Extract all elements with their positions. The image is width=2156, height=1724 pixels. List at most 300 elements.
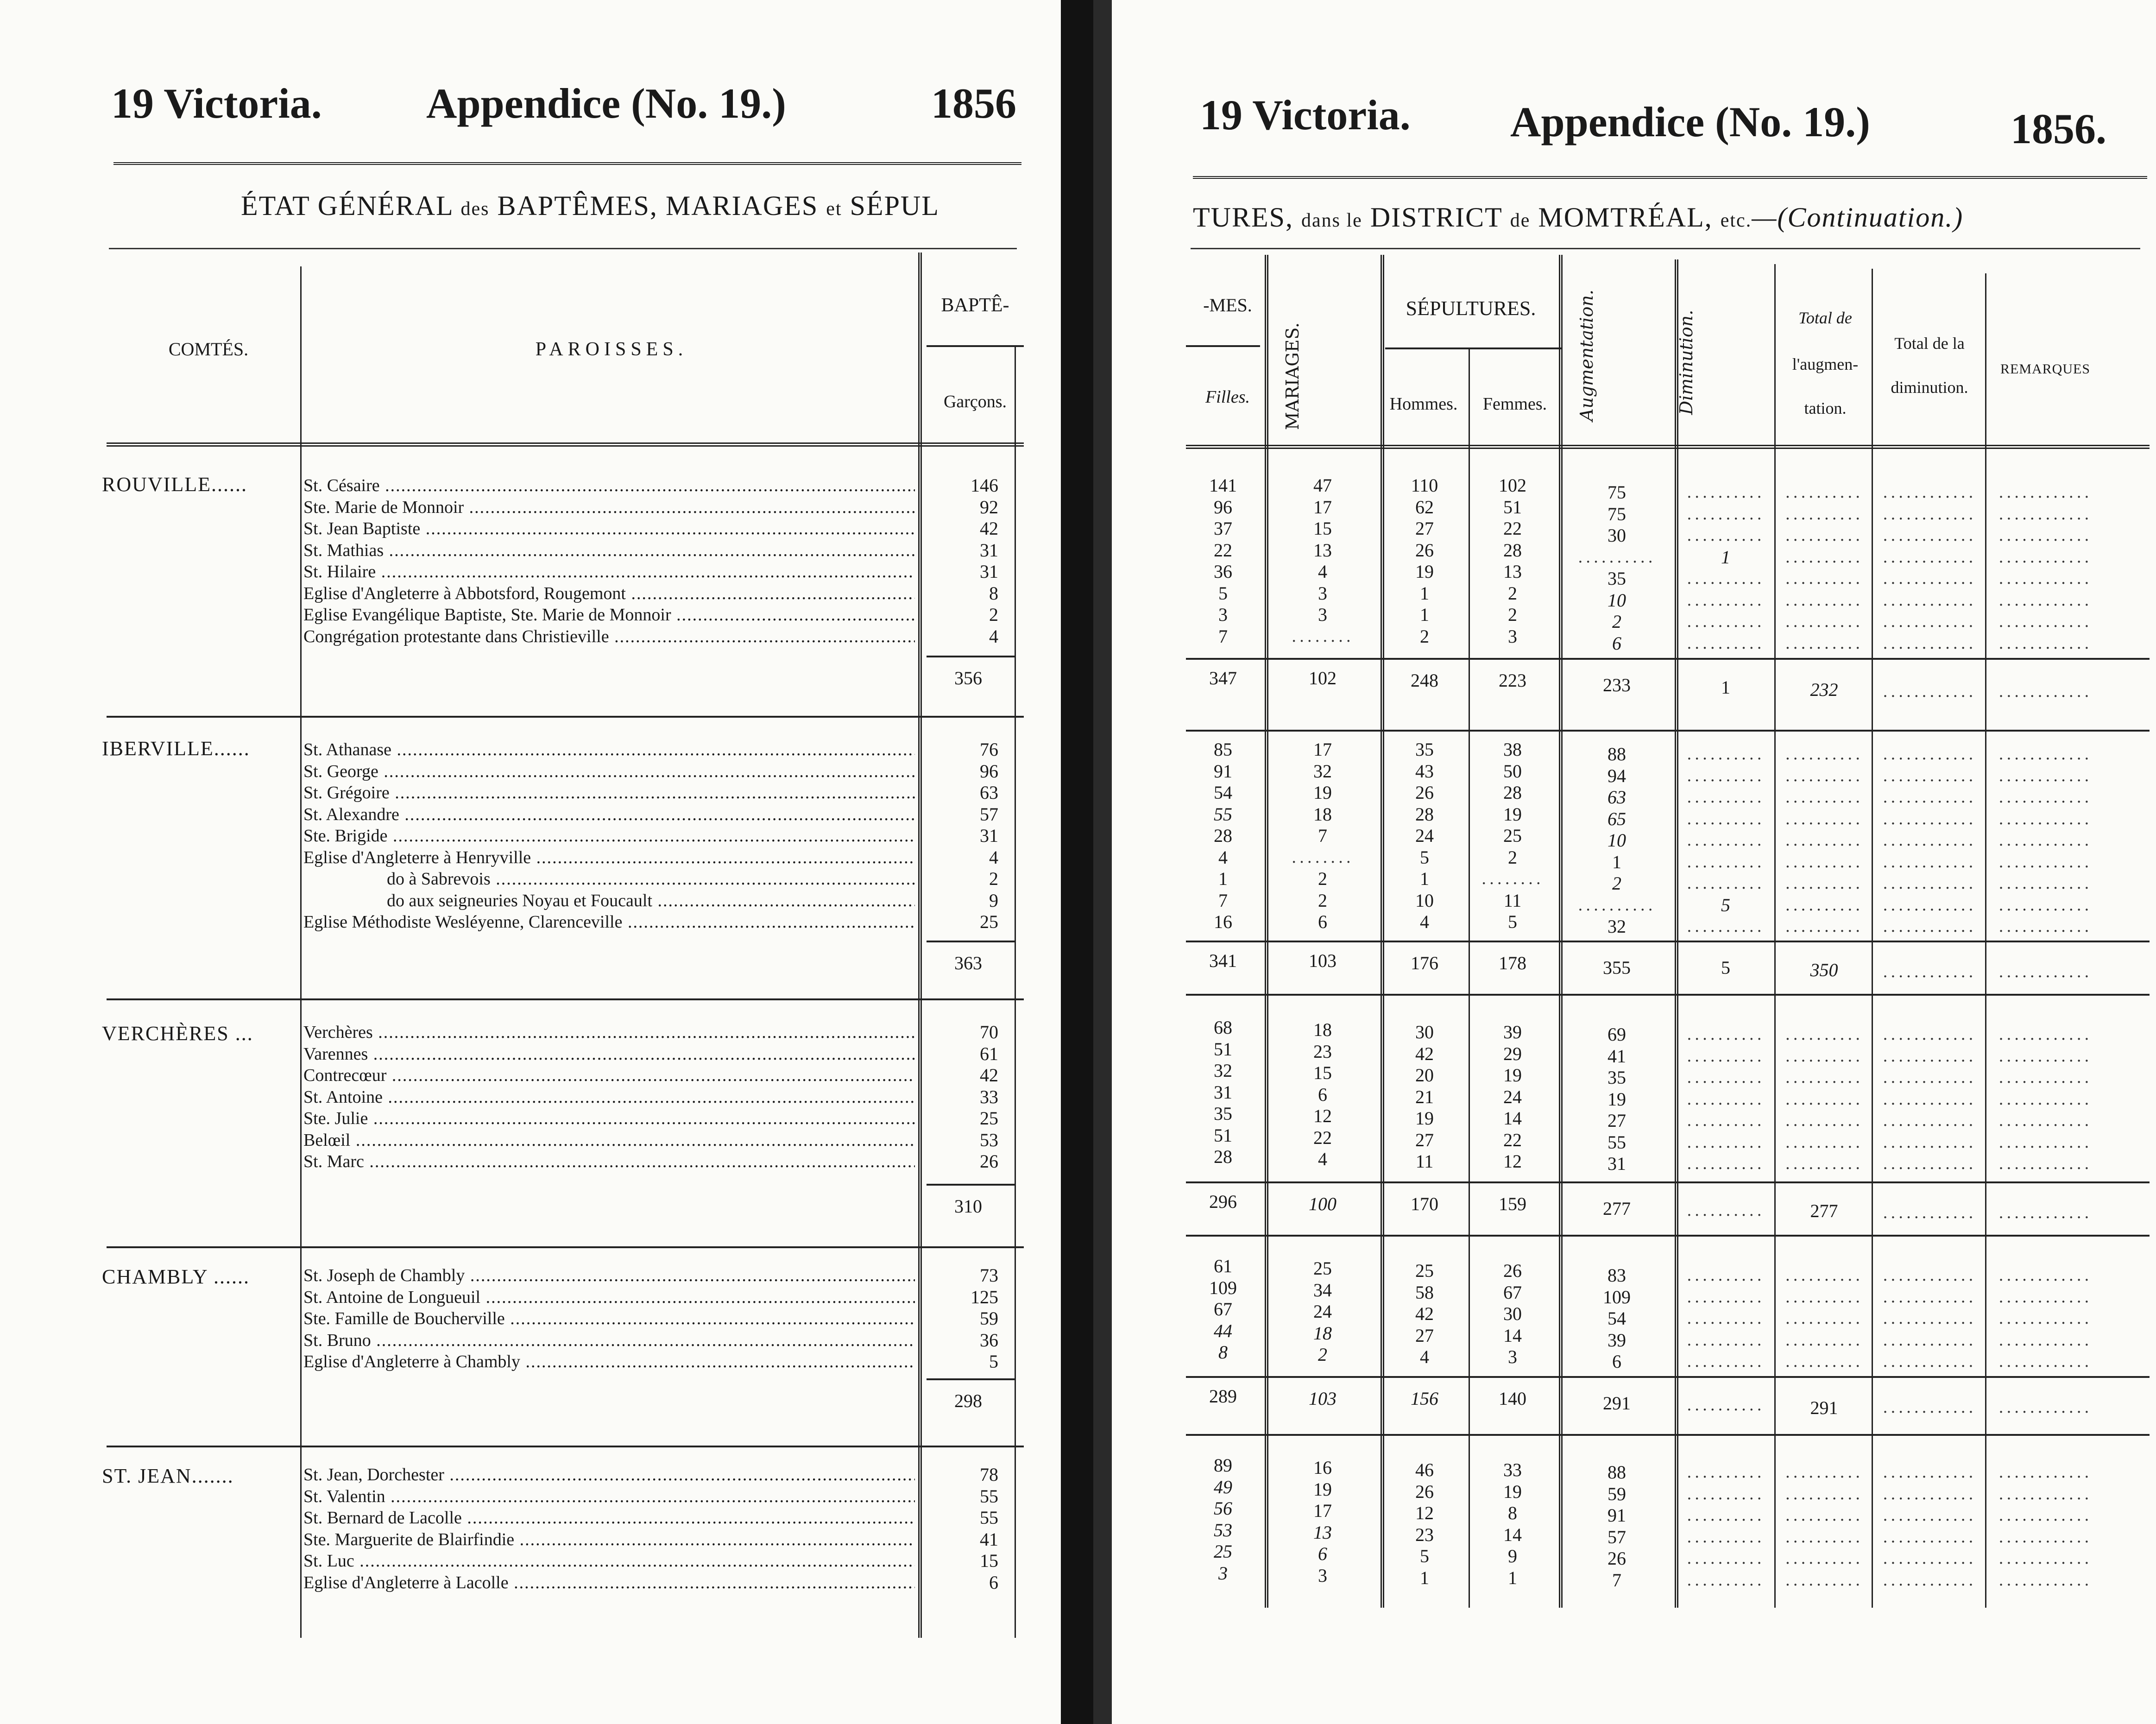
col-header-femmes: Femmes. bbox=[1482, 394, 1547, 414]
empty-cell-dots: ............ bbox=[1883, 483, 1976, 502]
left-total-rule-2 bbox=[927, 941, 1015, 942]
augmentation-total-chambly: 291 bbox=[1603, 1393, 1631, 1414]
femmes-cell: 29 bbox=[1503, 1043, 1522, 1064]
hommes-cell: 25 bbox=[1415, 1260, 1434, 1281]
remarques-col-vercheres bbox=[1992, 1024, 2099, 1175]
filles-cell: 3 bbox=[1218, 604, 1228, 625]
femmes-cell: 19 bbox=[1503, 803, 1522, 825]
empty-cell-dots: ............ bbox=[1998, 548, 2092, 567]
empty-cell-dots: ............ bbox=[1998, 1266, 2092, 1285]
total-aug-vercheres: 277 bbox=[1810, 1200, 1838, 1221]
total-aug-col-chambly bbox=[1781, 1265, 1867, 1373]
col-header-filles: Filles. bbox=[1205, 387, 1250, 407]
diminution-total-iberville: 5 bbox=[1721, 957, 1730, 978]
empty-cell-dots: ............ bbox=[1998, 1133, 2092, 1152]
femmes-cell: 50 bbox=[1503, 760, 1522, 782]
empty-cell-dots: .......... bbox=[1686, 1288, 1765, 1307]
augmentation-cell: 26 bbox=[1608, 1548, 1626, 1569]
right-page bbox=[1112, 0, 2156, 1724]
col-header-diminution: Diminution. bbox=[1676, 309, 1696, 415]
parish-row: St. Bruno ..... bbox=[303, 1330, 915, 1351]
empty-cell-dots: .......... bbox=[1785, 1155, 1863, 1173]
garcons-cell: 53 bbox=[980, 1129, 998, 1150]
hommes-cell: 23 bbox=[1415, 1524, 1434, 1545]
filles-col-chambly bbox=[1191, 1256, 1255, 1364]
garcons-cell: 36 bbox=[980, 1329, 998, 1351]
garcons-cell: 70 bbox=[980, 1022, 998, 1042]
empty-cell-dots: ............ bbox=[1883, 766, 1976, 785]
empty-cell-dots: .......... bbox=[1785, 745, 1863, 764]
parish-row: St. Antoine ..... bbox=[303, 1086, 915, 1108]
hommes-col-chambly bbox=[1385, 1260, 1464, 1368]
filles-cell: 51 bbox=[1214, 1038, 1232, 1060]
empty-cell-dots: .......... bbox=[1785, 613, 1863, 631]
parish-row: St. Marc ..... bbox=[303, 1151, 915, 1173]
garcons-cell: 73 bbox=[980, 1265, 998, 1286]
parish-row: St. Alexandre ..... bbox=[303, 804, 915, 826]
empty-cell-dots: ............ bbox=[1883, 1571, 1976, 1590]
parish-row: Ste. Julie ..... bbox=[303, 1108, 915, 1130]
empty-cell-dots: ............ bbox=[1998, 1571, 2092, 1590]
filles-cell: 7 bbox=[1218, 625, 1228, 647]
empty-cell-dots: ............ bbox=[1998, 1204, 2092, 1222]
mariages-cell: 7 bbox=[1318, 825, 1327, 846]
empty-cell-dots: .......... bbox=[1686, 1266, 1765, 1285]
mariages-cell: 23 bbox=[1313, 1041, 1332, 1062]
left-block-rule-1 bbox=[107, 716, 1024, 718]
empty-cell-dots: ............ bbox=[1883, 788, 1976, 807]
empty-cell-dots: .......... bbox=[1686, 1068, 1765, 1087]
mariages-total-vercheres: 100 bbox=[1309, 1194, 1336, 1214]
hommes-total-vercheres: 170 bbox=[1411, 1194, 1438, 1214]
empty-cell-dots: ............ bbox=[1883, 1463, 1976, 1482]
empty-cell-dots: ........ bbox=[1481, 870, 1544, 888]
mariages-cell: 19 bbox=[1313, 1478, 1332, 1500]
augmentation-cell: 55 bbox=[1608, 1131, 1626, 1153]
diminution-col-vercheres bbox=[1682, 1024, 1770, 1175]
garcons-cell: 2 bbox=[989, 868, 998, 889]
empty-cell-dots: .......... bbox=[1785, 874, 1863, 893]
empty-cell-dots: .......... bbox=[1686, 1201, 1765, 1220]
mariages-cell: 4 bbox=[1318, 561, 1327, 582]
augmentation-total-rouville: 233 bbox=[1603, 675, 1631, 695]
mariages-cell: 2 bbox=[1318, 890, 1327, 911]
empty-cell-dots: ............ bbox=[1883, 548, 1976, 567]
garcons-cell: 55 bbox=[980, 1507, 998, 1528]
empty-cell-dots: ............ bbox=[1883, 1288, 1976, 1307]
hommes-col-st-jean bbox=[1385, 1459, 1464, 1589]
femmes-cell: 19 bbox=[1503, 1065, 1522, 1086]
hommes-cell: 27 bbox=[1415, 1129, 1434, 1150]
empty-cell-dots: ............ bbox=[1883, 745, 1976, 764]
garcons-cell: 31 bbox=[980, 539, 998, 561]
hommes-cell: 26 bbox=[1415, 539, 1434, 561]
parish-row: St. Hilaire ..... bbox=[303, 561, 915, 583]
empty-cell-dots: .......... bbox=[1686, 745, 1765, 764]
diminution-col-iberville bbox=[1682, 744, 1770, 938]
empty-cell-dots: ............ bbox=[1883, 613, 1976, 631]
parish-row: St. Mathias ..... bbox=[303, 540, 915, 562]
garcons-cell: 33 bbox=[980, 1086, 998, 1107]
femmes-cell: 14 bbox=[1503, 1108, 1522, 1129]
femmes-col-vercheres bbox=[1473, 1022, 1552, 1173]
filles-cell: 5 bbox=[1218, 582, 1228, 604]
right-col-divider-4 bbox=[1559, 255, 1563, 1608]
filles-cell: 56 bbox=[1214, 1498, 1232, 1519]
total-dim-col-chambly bbox=[1879, 1265, 1980, 1373]
empty-cell-dots: ............ bbox=[1998, 1111, 2092, 1130]
parish-list-st-jean bbox=[303, 1464, 915, 1593]
femmes-cell: 14 bbox=[1503, 1524, 1522, 1545]
right-total-rule-4 bbox=[1186, 1376, 2150, 1378]
empty-cell-dots: ............ bbox=[1998, 526, 2092, 545]
parish-row: Eglise Evangélique Baptiste, Ste. Marie de Monnoir ..... bbox=[303, 604, 915, 626]
parish-row: Verchères ..... bbox=[303, 1022, 915, 1043]
hommes-cell: 1 bbox=[1420, 868, 1429, 889]
right-total-rule-3 bbox=[1186, 1181, 2150, 1183]
garcons-total-chambly: 298 bbox=[954, 1390, 982, 1411]
augmentation-cell: 75 bbox=[1608, 503, 1626, 524]
empty-cell-dots: .......... bbox=[1785, 1068, 1863, 1087]
empty-cell-dots: .......... bbox=[1785, 1528, 1863, 1547]
femmes-cell: 28 bbox=[1503, 782, 1522, 803]
empty-cell-dots: ........ bbox=[1291, 627, 1354, 646]
femmes-cell: 2 bbox=[1508, 846, 1517, 868]
filles-cell: 32 bbox=[1214, 1060, 1232, 1081]
mariages-cell: 22 bbox=[1313, 1127, 1332, 1148]
parish-list-iberville bbox=[303, 739, 915, 933]
hommes-cell: 10 bbox=[1415, 890, 1434, 911]
total-aug-col-iberville bbox=[1781, 744, 1867, 938]
parish-row: do à Sabrevois ..... bbox=[303, 868, 915, 890]
garcons-cell: 42 bbox=[980, 518, 998, 539]
col-header-paroisses: PAROISSES. bbox=[535, 339, 688, 360]
parish-row: St. Athanase ..... bbox=[303, 739, 915, 761]
parish-row: Varennes ..... bbox=[303, 1043, 915, 1065]
total-aug-iberville: 350 bbox=[1810, 960, 1838, 980]
col-header-augmentation: Augmentation. bbox=[1576, 289, 1597, 422]
parish-row: Eglise d'Angleterre à Lacolle ..... bbox=[303, 1572, 915, 1594]
empty-cell-dots: .......... bbox=[1686, 1506, 1765, 1525]
femmes-cell: 19 bbox=[1503, 1481, 1522, 1502]
garcons-cell: 55 bbox=[980, 1485, 998, 1507]
right-appendix-title: Appendice (No. 19.) bbox=[1510, 98, 1870, 145]
right-col-divider-7 bbox=[1872, 269, 1873, 1608]
total-aug-chambly: 291 bbox=[1810, 1397, 1838, 1418]
augmentation-cell: 57 bbox=[1608, 1526, 1626, 1547]
empty-cell-dots: .......... bbox=[1785, 788, 1863, 807]
filles-cell: 37 bbox=[1214, 518, 1232, 539]
augmentation-cell: 2 bbox=[1612, 611, 1621, 632]
mariages-cell: 17 bbox=[1313, 739, 1332, 760]
hommes-cell: 20 bbox=[1415, 1065, 1434, 1086]
empty-cell-dots: .......... bbox=[1686, 809, 1765, 828]
empty-cell-dots: .......... bbox=[1686, 1463, 1765, 1482]
hommes-col-vercheres bbox=[1385, 1022, 1464, 1173]
col-header-total-aug-2: l'augmen- bbox=[1792, 355, 1859, 373]
col-header-total-dim-1: Total de la bbox=[1894, 334, 1965, 353]
femmes-total-rouville: 223 bbox=[1499, 670, 1526, 691]
total-dim-col-vercheres bbox=[1879, 1024, 1980, 1175]
parish-row: Belœil ..... bbox=[303, 1130, 915, 1151]
empty-cell-dots: .......... bbox=[1686, 874, 1765, 893]
augmentation-cell: 31 bbox=[1608, 1153, 1626, 1174]
filles-cell: 51 bbox=[1214, 1124, 1232, 1146]
empty-cell-dots: .......... bbox=[1686, 505, 1765, 524]
empty-cell-dots: ............ bbox=[1998, 766, 2092, 785]
filles-cell: 61 bbox=[1214, 1256, 1232, 1276]
empty-cell-dots: .......... bbox=[1686, 613, 1765, 631]
hommes-total-rouville: 248 bbox=[1411, 670, 1438, 691]
county-st-jean: ST. JEAN....... bbox=[102, 1465, 234, 1487]
diminution-col-rouville bbox=[1682, 482, 1770, 654]
empty-cell-dots: .......... bbox=[1785, 1549, 1863, 1568]
augmentation-cell: 27 bbox=[1608, 1110, 1626, 1131]
femmes-cell: 28 bbox=[1503, 539, 1522, 561]
hommes-cell: 5 bbox=[1420, 846, 1429, 868]
mariages-col-st-jean bbox=[1274, 1457, 1371, 1586]
hommes-cell: 1 bbox=[1420, 582, 1429, 604]
garcons-col-chambly bbox=[929, 1265, 998, 1373]
empty-cell-dots: ............ bbox=[1998, 634, 2092, 653]
hommes-cell: 24 bbox=[1415, 825, 1434, 846]
total-dim-col-iberville bbox=[1879, 744, 1980, 938]
right-mes-subrule bbox=[1186, 345, 1260, 347]
filles-cell: 16 bbox=[1214, 911, 1232, 932]
col-header-sepultures: SÉPULTURES. bbox=[1406, 297, 1536, 320]
left-block-rule-3 bbox=[107, 1246, 1024, 1248]
empty-cell-dots: ............ bbox=[1998, 569, 2092, 588]
right-col-divider-2 bbox=[1381, 255, 1384, 1608]
filles-cell: 68 bbox=[1214, 1017, 1232, 1038]
hommes-cell: 27 bbox=[1415, 1325, 1434, 1346]
garcons-cell: 41 bbox=[980, 1528, 998, 1550]
femmes-cell: 24 bbox=[1503, 1086, 1522, 1107]
empty-cell-dots: .......... bbox=[1785, 1484, 1863, 1503]
garcons-cell: 92 bbox=[980, 496, 998, 518]
empty-cell-dots: .......... bbox=[1686, 917, 1765, 936]
empty-cell-dots: .......... bbox=[1686, 1133, 1765, 1152]
empty-cell-dots: .......... bbox=[1785, 548, 1863, 567]
empty-cell-dots: .......... bbox=[1785, 1111, 1863, 1130]
col-header-remarques: REMARQUES bbox=[2000, 361, 2091, 377]
parish-list-rouville bbox=[303, 475, 915, 647]
parish-list-vercheres bbox=[303, 1022, 915, 1173]
femmes-col-st-jean bbox=[1473, 1459, 1552, 1589]
femmes-cell: 2 bbox=[1508, 604, 1517, 625]
garcons-cell: 26 bbox=[980, 1151, 998, 1172]
augmentation-cell: 41 bbox=[1608, 1045, 1626, 1067]
mariages-cell: 13 bbox=[1313, 1522, 1332, 1543]
filles-total-chambly: 289 bbox=[1209, 1386, 1237, 1407]
total-dim-col-rouville bbox=[1879, 482, 1980, 654]
augmentation-cell: 1 bbox=[1612, 851, 1621, 872]
garcons-cell: 4 bbox=[989, 846, 998, 868]
garcons-cell: 59 bbox=[980, 1308, 998, 1329]
remarques-col-chambly bbox=[1992, 1265, 2099, 1373]
empty-cell-dots: .......... bbox=[1785, 1288, 1863, 1307]
empty-cell-dots: ............ bbox=[1998, 1549, 2092, 1568]
augmentation-col-st-jean bbox=[1568, 1462, 1665, 1591]
filles-total-vercheres: 296 bbox=[1209, 1191, 1237, 1212]
parish-row: St. Valentin ..... bbox=[303, 1486, 915, 1508]
empty-cell-dots: .......... bbox=[1686, 1549, 1765, 1568]
left-title-rule bbox=[109, 248, 1017, 249]
empty-cell-dots: ............ bbox=[1998, 1528, 2092, 1547]
left-total-rule-1 bbox=[927, 656, 1015, 657]
diminution-col-st-jean bbox=[1682, 1462, 1770, 1591]
filles-cell: 85 bbox=[1214, 739, 1232, 760]
left-header-bottom-rule bbox=[107, 442, 1024, 447]
mariages-cell: 18 bbox=[1313, 1322, 1332, 1344]
garcons-col-rouville bbox=[929, 475, 998, 647]
femmes-col-rouville bbox=[1473, 475, 1552, 647]
empty-cell-dots: ........ bbox=[1291, 848, 1354, 867]
empty-cell-dots: .......... bbox=[1785, 1309, 1863, 1328]
garcons-cell: 8 bbox=[989, 582, 998, 604]
empty-cell-dots: ............ bbox=[1883, 853, 1976, 871]
filles-cell: 25 bbox=[1214, 1541, 1232, 1562]
empty-cell-dots: .......... bbox=[1577, 548, 1656, 567]
empty-cell-dots: .......... bbox=[1686, 1155, 1765, 1173]
hommes-cell: 27 bbox=[1415, 518, 1434, 539]
empty-cell-dots: ............ bbox=[1998, 682, 2092, 701]
empty-cell-dots: ............ bbox=[1883, 963, 1976, 981]
filles-cell: 31 bbox=[1214, 1081, 1232, 1103]
empty-cell-dots: ............ bbox=[1883, 1266, 1976, 1285]
mariages-cell: 19 bbox=[1313, 782, 1332, 803]
hommes-cell: 12 bbox=[1415, 1503, 1434, 1523]
augmentation-cell: 10 bbox=[1608, 589, 1626, 611]
augmentation-col-iberville bbox=[1568, 744, 1665, 938]
femmes-cell: 13 bbox=[1503, 561, 1522, 582]
femmes-cell: 2 bbox=[1508, 582, 1517, 604]
empty-cell-dots: ............ bbox=[1883, 1398, 1976, 1417]
augmentation-cell: 109 bbox=[1603, 1286, 1631, 1307]
filles-cell: 3 bbox=[1218, 1562, 1228, 1584]
femmes-cell: 67 bbox=[1503, 1282, 1522, 1303]
femmes-cell: 3 bbox=[1508, 1346, 1517, 1367]
empty-cell-dots: ............ bbox=[1883, 526, 1976, 545]
filles-cell: 109 bbox=[1209, 1277, 1237, 1298]
hommes-cell: 35 bbox=[1415, 739, 1434, 760]
mariages-cell: 16 bbox=[1313, 1457, 1332, 1478]
parish-list-chambly bbox=[303, 1265, 915, 1373]
femmes-cell: 39 bbox=[1503, 1022, 1522, 1042]
mariages-cell: 32 bbox=[1313, 760, 1332, 782]
augmentation-cell: 59 bbox=[1608, 1483, 1626, 1504]
empty-cell-dots: ............ bbox=[1883, 1090, 1976, 1109]
empty-cell-dots: ............ bbox=[1998, 591, 2092, 610]
empty-cell-dots: .......... bbox=[1686, 1025, 1765, 1044]
parish-row: Ste. Famille de Boucherville ..... bbox=[303, 1308, 915, 1330]
garcons-col-st-jean bbox=[929, 1464, 998, 1593]
hommes-cell: 110 bbox=[1411, 475, 1438, 496]
remarques-col-rouville bbox=[1992, 482, 2099, 654]
mariages-col-vercheres bbox=[1274, 1019, 1371, 1170]
parish-row: St. Césaire ..... bbox=[303, 475, 915, 497]
filles-cell: 36 bbox=[1214, 561, 1232, 582]
mariages-cell: 18 bbox=[1313, 803, 1332, 825]
augmentation-cell: 7 bbox=[1612, 1569, 1621, 1591]
garcons-cell: 4 bbox=[989, 625, 998, 647]
hommes-total-iberville: 176 bbox=[1411, 953, 1438, 973]
empty-cell-dots: .......... bbox=[1686, 526, 1765, 545]
mariages-col-rouville bbox=[1274, 475, 1371, 647]
empty-cell-dots: ............ bbox=[1998, 963, 2092, 981]
total-aug-rouville: 232 bbox=[1810, 679, 1838, 700]
right-title-rule bbox=[1191, 248, 2140, 249]
empty-cell-dots: .......... bbox=[1686, 1111, 1765, 1130]
mariages-cell: 25 bbox=[1313, 1258, 1332, 1279]
femmes-cell: 38 bbox=[1503, 739, 1522, 760]
empty-cell-dots: ............ bbox=[1998, 1068, 2092, 1087]
right-col-divider-1 bbox=[1265, 255, 1268, 1608]
empty-cell-dots: ............ bbox=[1883, 1155, 1976, 1173]
mariages-col-chambly bbox=[1274, 1258, 1371, 1366]
empty-cell-dots: ............ bbox=[1998, 1047, 2092, 1066]
right-total-rule-1 bbox=[1186, 658, 2150, 660]
empty-cell-dots: .......... bbox=[1785, 591, 1863, 610]
garcons-total-iberville: 363 bbox=[954, 953, 982, 973]
filles-total-rouville: 347 bbox=[1209, 668, 1237, 688]
parish-row: Contrecœur ..... bbox=[303, 1065, 915, 1086]
femmes-cell: 25 bbox=[1503, 825, 1522, 846]
garcons-cell: 125 bbox=[971, 1286, 998, 1307]
diminution-cell: 1 bbox=[1721, 546, 1730, 568]
filles-total-iberville: 341 bbox=[1209, 950, 1237, 971]
col-header-total-dim-2: diminution. bbox=[1891, 378, 1968, 397]
col-header-total-aug-3: tation. bbox=[1804, 399, 1847, 417]
empty-cell-dots: ............ bbox=[1998, 505, 2092, 524]
empty-cell-dots: ............ bbox=[1998, 1025, 2092, 1044]
empty-cell-dots: .......... bbox=[1686, 591, 1765, 610]
total-aug-col-rouville bbox=[1781, 482, 1867, 654]
filles-cell: 35 bbox=[1214, 1103, 1232, 1124]
garcons-cell: 31 bbox=[980, 561, 998, 582]
empty-cell-dots: ............ bbox=[1883, 1133, 1976, 1152]
right-header-bottom-rule bbox=[1186, 445, 2150, 449]
augmentation-cell: 94 bbox=[1608, 765, 1626, 786]
diminution-total-rouville: 1 bbox=[1721, 677, 1730, 698]
right-block-rule-4 bbox=[1186, 1434, 2150, 1436]
right-header-rule bbox=[1193, 176, 2147, 179]
mariages-cell: 6 bbox=[1318, 1084, 1327, 1105]
empty-cell-dots: ............ bbox=[1883, 634, 1976, 653]
diminution-col-chambly bbox=[1682, 1265, 1770, 1373]
augmentation-cell: 39 bbox=[1608, 1329, 1626, 1351]
parish-row: Eglise d'Angleterre à Abbotsford, Rougemont ..... bbox=[303, 583, 915, 605]
parish-row: do aux seigneuries Noyau et Foucault ..... bbox=[303, 890, 915, 912]
right-sepultures-subrule bbox=[1385, 347, 1561, 349]
right-block-rule-1 bbox=[1186, 730, 2150, 732]
empty-cell-dots: .......... bbox=[1785, 1331, 1863, 1350]
mariages-col-iberville bbox=[1274, 739, 1371, 933]
augmentation-cell: 35 bbox=[1608, 1067, 1626, 1088]
left-table-title: ÉTAT GÉNÉRAL des BAPTÊMES, MARIAGES et SÉPUL bbox=[241, 190, 939, 221]
femmes-cell: 8 bbox=[1508, 1503, 1517, 1523]
hommes-cell: 26 bbox=[1415, 1481, 1434, 1502]
empty-cell-dots: ............ bbox=[1998, 1155, 2092, 1173]
filles-col-rouville bbox=[1191, 475, 1255, 647]
empty-cell-dots: .......... bbox=[1785, 1571, 1863, 1590]
mariages-cell: 17 bbox=[1313, 1500, 1332, 1521]
mariages-cell: 24 bbox=[1313, 1301, 1332, 1322]
parish-row: Ste. Brigide ..... bbox=[303, 825, 915, 847]
empty-cell-dots: ............ bbox=[1883, 1484, 1976, 1503]
garcons-cell: 57 bbox=[980, 803, 998, 825]
parish-row: Eglise Méthodiste Wesléyenne, Clarenceville ..... bbox=[303, 911, 915, 933]
